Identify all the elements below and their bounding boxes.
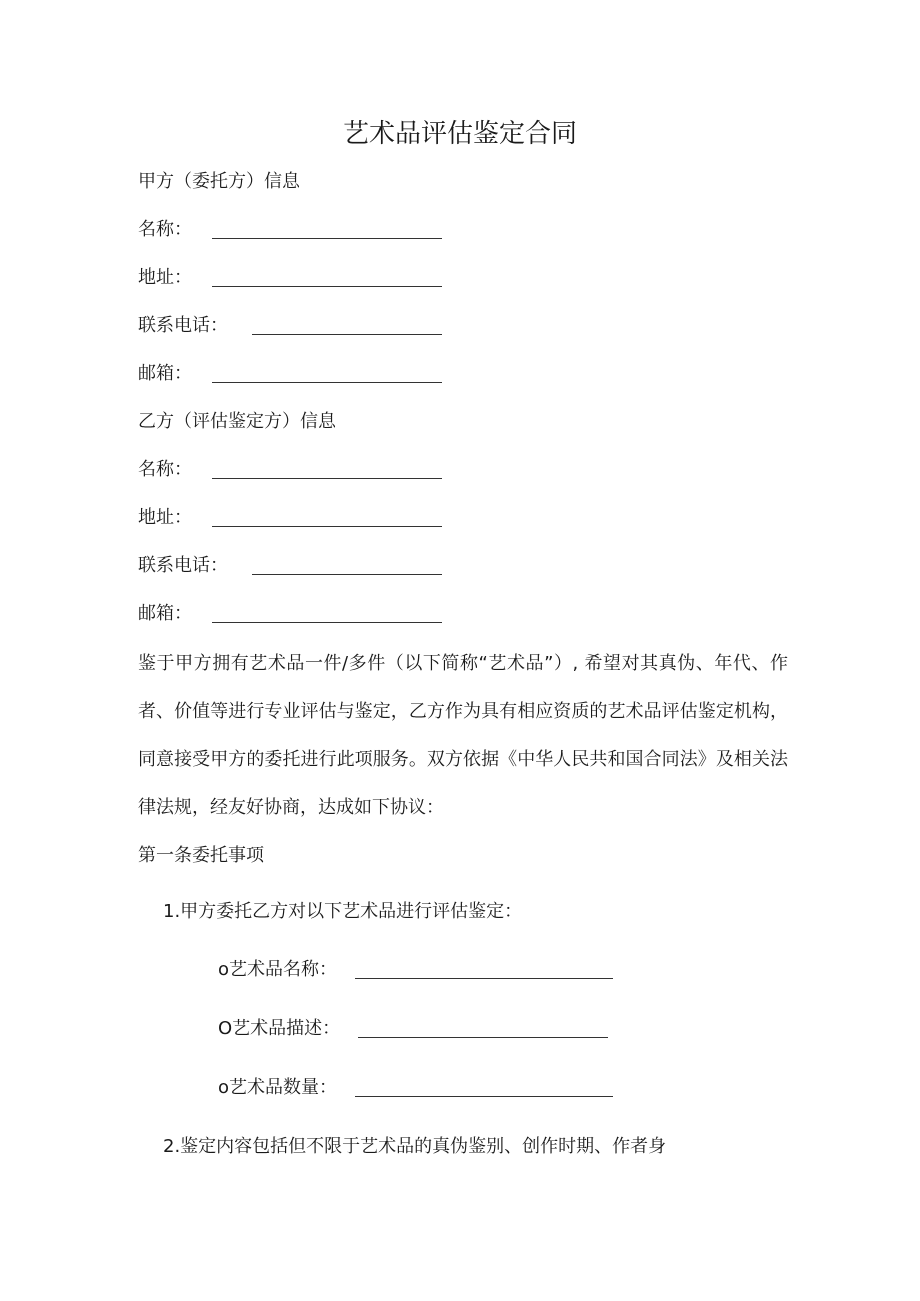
party-b-phone-row	[138, 554, 442, 578]
party-b-email-field[interactable]	[212, 622, 442, 623]
artwork-quantity-row	[218, 1076, 613, 1100]
party-a-name-label: 名称：	[138, 219, 192, 240]
party-a-heading: 甲方（委托方）信息	[138, 171, 300, 192]
party-b-email-row	[138, 602, 442, 626]
party-b-name-label: 名称：	[138, 459, 192, 480]
party-b-address-row	[138, 506, 442, 530]
party-b-phone-label: 联系电话：	[138, 555, 228, 576]
party-b-name-row	[138, 458, 442, 482]
party-b-phone-field[interactable]	[252, 574, 442, 575]
artwork-description-field[interactable]	[358, 1037, 608, 1038]
preamble-paragraph: 鉴于甲方拥有艺术品一件/多件（以下简称“艺术品”）, 希望对其真伪、年代、作者、价值等进行专业评估与鉴定，乙方作为具有相应资质的艺术品评估鉴定机构，同意接受甲方的委托进行此项服务。双方依据《中华人民共和国合同法》及相关法律法规，经友好协商，达成如下协议：	[138, 653, 788, 818]
party-b-heading: 乙方（评估鉴定方）信息	[138, 411, 336, 432]
party-a-address-label: 地址：	[138, 267, 192, 288]
party-a-address-field[interactable]	[212, 286, 442, 287]
party-a-name-row	[138, 218, 442, 242]
artwork-name-field[interactable]	[355, 978, 613, 979]
party-a-email-row	[138, 362, 442, 386]
party-a-name-field[interactable]	[212, 238, 442, 239]
article-1-heading: 第一条委托事项	[138, 845, 264, 866]
party-a-phone-row	[138, 314, 442, 338]
party-b-address-label: 地址：	[138, 507, 192, 528]
party-a-phone-field[interactable]	[252, 334, 442, 335]
party-a-address-row	[138, 266, 442, 290]
document-title: 艺术品评估鉴定合同	[342, 119, 577, 149]
party-b-email-label: 邮箱：	[138, 603, 192, 624]
artwork-description-label: O艺术品描述：	[218, 1018, 341, 1039]
artwork-quantity-label: o艺术品数量：	[218, 1077, 338, 1098]
party-a-phone-label: 联系电话：	[138, 315, 228, 336]
article-1-item-1: 1.甲方委托乙方对以下艺术品进行评估鉴定：	[163, 901, 523, 922]
artwork-name-row	[218, 958, 613, 982]
article-1-item-2: 2.鉴定内容包括但不限于艺术品的真伪鉴别、创作时期、作者身	[163, 1136, 667, 1157]
artwork-description-row	[218, 1017, 608, 1041]
party-a-email-field[interactable]	[212, 382, 442, 383]
party-b-address-field[interactable]	[212, 526, 442, 527]
party-a-email-label: 邮箱：	[138, 363, 192, 384]
artwork-quantity-field[interactable]	[355, 1096, 613, 1097]
party-b-name-field[interactable]	[212, 478, 442, 479]
artwork-name-label: o艺术品名称：	[218, 959, 338, 980]
